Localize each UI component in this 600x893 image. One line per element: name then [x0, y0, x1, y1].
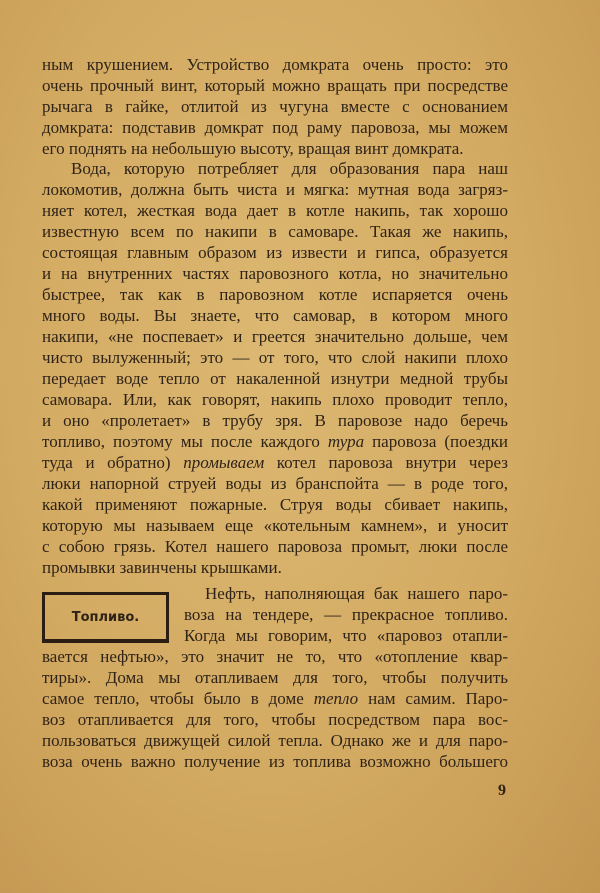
- text: котел паровоза внутри через: [264, 453, 508, 472]
- text-line: вается нефтью», это значит не то, что «отопление квар-: [42, 647, 508, 666]
- text-line: домкрата: подставив домкрат под раму паровоза, мы можем: [42, 118, 508, 137]
- text-line: воза очень важно получение из топлива возможно большего: [42, 752, 508, 771]
- text-line: с собою грязь. Котел нашего паровоза промыт, люки после: [42, 537, 508, 556]
- text: самое тепло, чтобы было в доме: [42, 689, 314, 708]
- text-line: рычага в гайке, отлитой из чугуна вместе с основанием: [42, 97, 508, 116]
- page-number: 9: [498, 782, 506, 799]
- text-line: люки напорной струей воды из бранспойта — в роде того,: [42, 474, 508, 493]
- text-line: Когда мы говорим, что «паровоз отапли-: [184, 626, 508, 645]
- text-line: которую мы называем еще «котельным камнем», и уносит: [42, 516, 508, 535]
- text-line: много воды. Вы знаете, что самовар, в котором много: [42, 306, 508, 325]
- text-line: Вода, которую потребляет для образования пара наш: [71, 159, 508, 178]
- text-line: [42, 688, 508, 709]
- text-line: и оно «пролетает» в трубу зря. В паровозе надо беречь: [42, 411, 508, 430]
- sidebox-heading: [42, 592, 169, 643]
- text-line: ным крушением. Устройство домкрата очень просто: это: [42, 55, 508, 74]
- text-line: его поднять на небольшую высоту, вращая винт домкрата.: [42, 139, 464, 158]
- text-line: передает воде тепло от накаленной изнутри медной трубы: [42, 369, 508, 388]
- text-line: тиры». Дома мы отапливаем для того, чтобы получить: [42, 668, 508, 687]
- text: туда и обратно): [42, 453, 184, 472]
- text-line: известную всем по накипи в самоваре. Такая же накипь,: [42, 222, 508, 241]
- text: топливо, поэтому мы после каждого: [42, 432, 328, 451]
- sidebox-heading-text: Топливо.: [71, 609, 140, 625]
- text-line: какой применяют пожарные. Струя воды сбивает накипь,: [42, 495, 508, 514]
- text-line: няет котел, жесткая вода дает в котле накипь, так хорошо: [42, 201, 508, 220]
- text-line: [42, 431, 508, 452]
- text-line: чисто вылуженный; это — от того, что слой накипи плохо: [42, 348, 508, 367]
- text-line: локомотив, должна быть чиста и мягка: мутная вода загряз-: [42, 180, 508, 199]
- text-line: быстрее, так как в паровозном котле испаряется очень: [42, 285, 508, 304]
- text-line: и на внутренних частях паровозного котла, но значительно: [42, 264, 508, 283]
- text-line: очень прочный винт, который можно вращать при посредстве: [42, 76, 508, 95]
- text-line: Нефть, наполняющая бак нашего паро-: [205, 584, 508, 603]
- text-line: самовара. Или, как говорят, накипь плохо проводит тепло,: [42, 390, 508, 409]
- text: паровоза (поездки: [364, 432, 508, 451]
- text-line: пользоваться движущей силой тепла. Однако же и для паро-: [42, 731, 508, 750]
- text-line: состоящая главным образом из извести и гипса, образуется: [42, 243, 508, 262]
- emphasis: промываем: [183, 453, 265, 472]
- text-line: промывки завинчены крышками.: [42, 558, 282, 577]
- text: нам самим. Паро-: [358, 689, 508, 708]
- text-line: накипи, «не поспевает» и греется значительно дольше, чем: [42, 327, 508, 346]
- text-line: [42, 452, 508, 473]
- text-line: воз отапливается для того, чтобы посредством пара вос-: [42, 710, 508, 729]
- text-line: воза на тендере, — прекрасное топливо.: [184, 605, 508, 624]
- emphasis: тура: [327, 432, 365, 451]
- emphasis: тепло: [313, 689, 359, 708]
